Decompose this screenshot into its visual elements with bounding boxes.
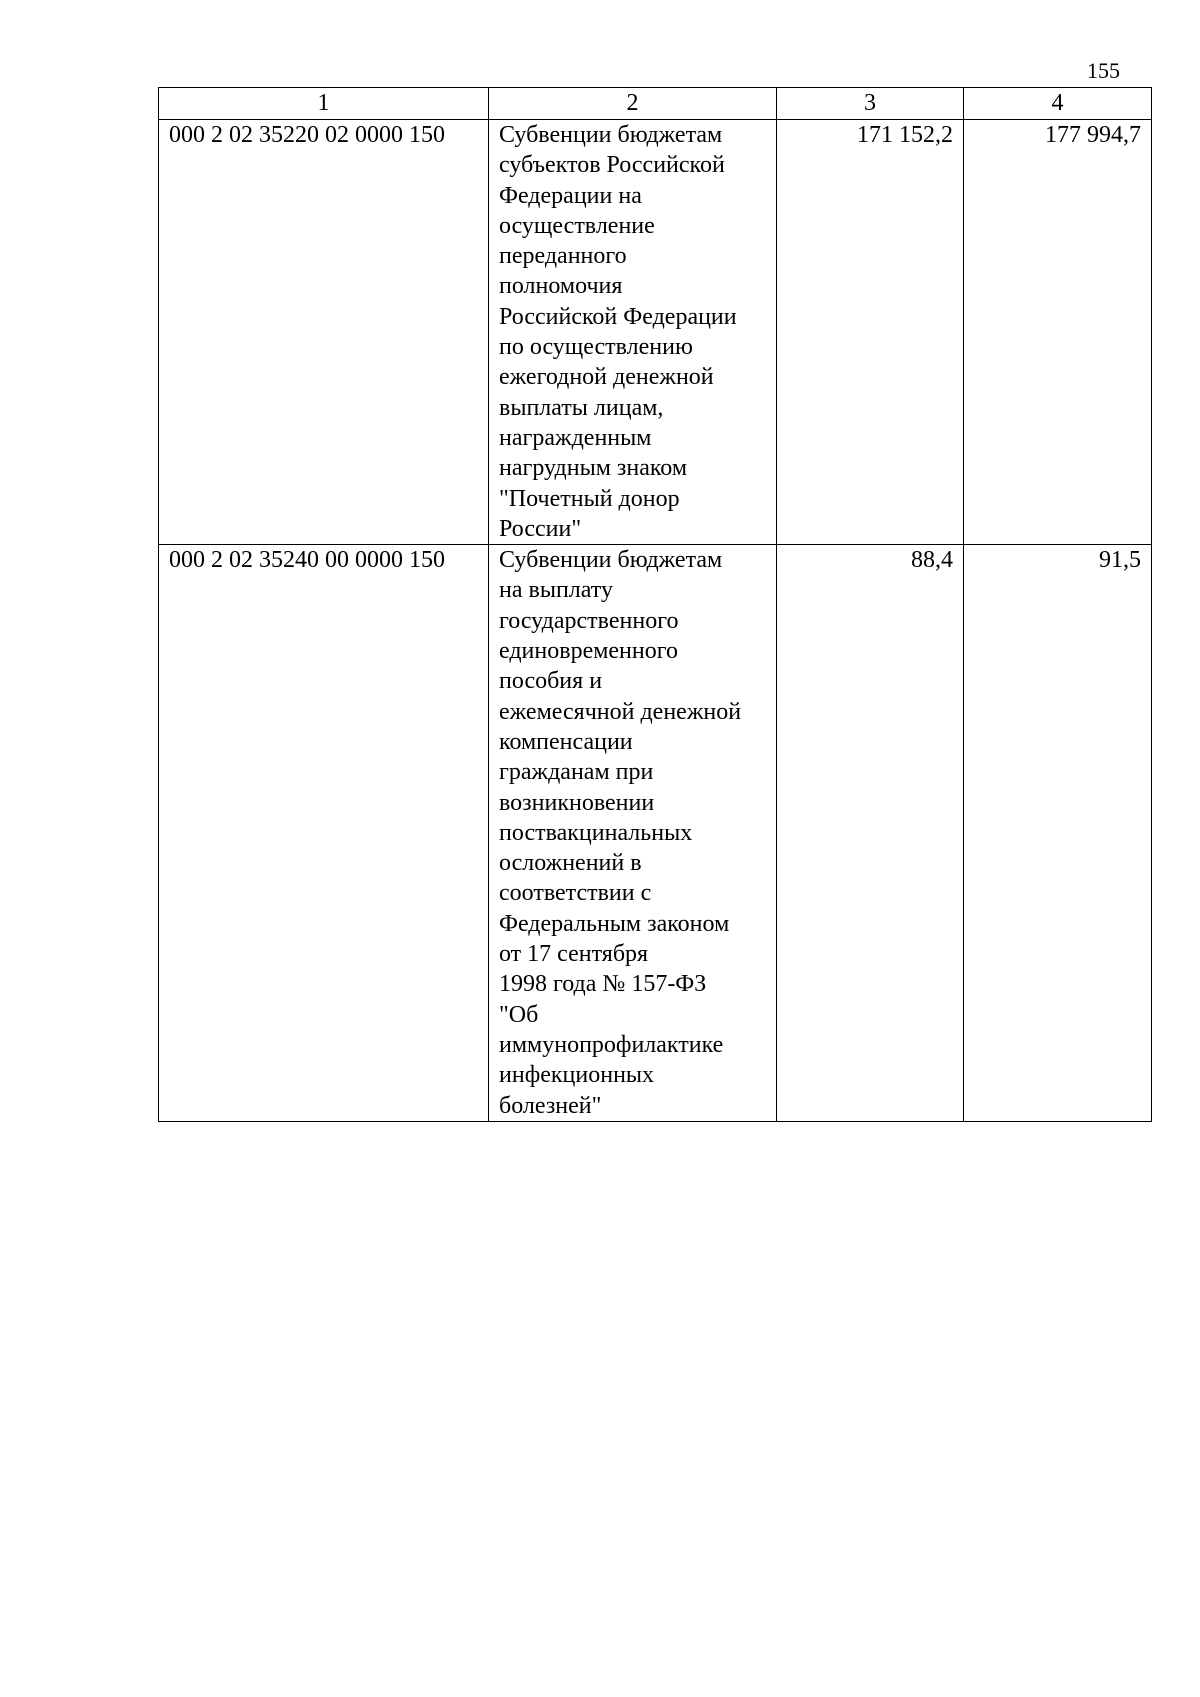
- description-cell: Субвенции бюджетам на выплату государственного единовременного пособия и ежемесячной денежной компенсации гражданам при возникновении поствакцинальных осложнений в соответствии с Федеральным законом от 17 сентября 1998 года № 157-ФЗ "Об иммунопрофилактике инфекционных болезней": [489, 545, 777, 1122]
- page-number: 155: [1087, 58, 1120, 83]
- budget-code-cell: 000 2 02 35240 00 0000 150: [159, 545, 489, 1122]
- amount-column-3-cell: 88,4: [777, 545, 964, 1122]
- budget-table: [158, 87, 1152, 1122]
- column-header-4: 4: [964, 88, 1152, 120]
- description-cell: Субвенции бюджетам субъектов Российской Федерации на осуществление переданного полномочия Российской Федерации по осуществлению ежегодной денежной выплаты лицам, награжденным нагрудным знаком "Почетный донор России": [489, 120, 777, 545]
- column-header-2: 2: [489, 88, 777, 120]
- column-header-3: 3: [777, 88, 964, 120]
- amount-column-3-cell: 171 152,2: [777, 120, 964, 545]
- amount-column-4-cell: 177 994,7: [964, 120, 1152, 545]
- budget-code-cell: 000 2 02 35220 02 0000 150: [159, 120, 489, 545]
- amount-column-4-cell: 91,5: [964, 545, 1152, 1122]
- table-header-row: [159, 88, 1152, 120]
- column-header-1: 1: [159, 88, 489, 120]
- table-row: [159, 545, 1152, 1122]
- table-row: [159, 120, 1152, 545]
